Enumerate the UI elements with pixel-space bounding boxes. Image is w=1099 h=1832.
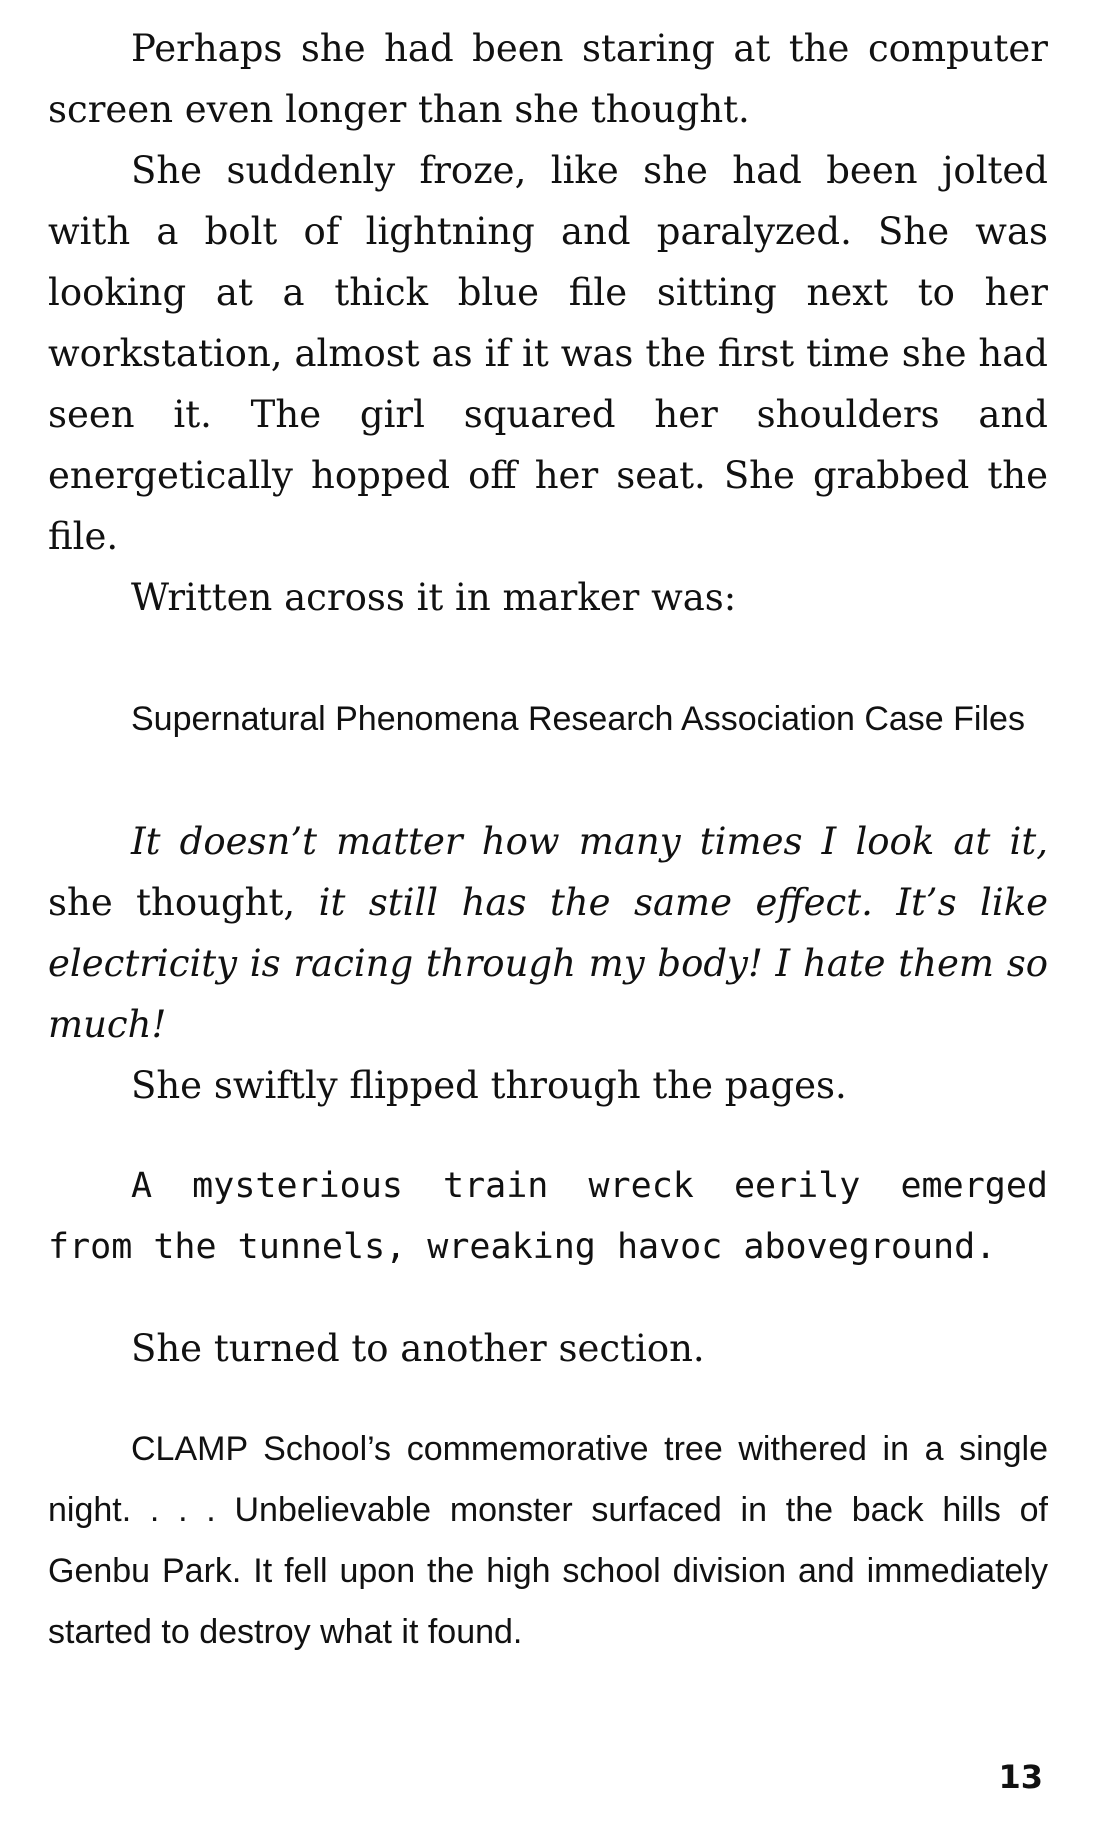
file-label: Supernatural Phenomena Research Association Case Files	[131, 700, 1025, 738]
paragraph: Perhaps she had been staring at the computer screen even longer than she thought.	[48, 27, 1048, 131]
inner-thought-paragraph	[48, 811, 1048, 1055]
case-file-entry: A mysterious train wreck eerily emerged from the tunnels, wreaking havoc aboveground.	[48, 1166, 1048, 1267]
paragraph: She swiftly flipped through the pages.	[131, 1064, 847, 1107]
italic-thought: it still has the same effect. It’s like electricity is racing through my body! I hate them so much!	[48, 881, 1049, 1046]
narration: she thought,	[48, 881, 319, 924]
spacer	[48, 1379, 1048, 1419]
page-body	[48, 18, 1048, 1663]
paragraph: Written across it in marker was:	[131, 576, 737, 619]
spacer	[48, 750, 1048, 811]
spacer	[48, 628, 1048, 689]
italic-thought: It doesn’t matter how many times I look at it,	[131, 820, 1048, 863]
spacer	[48, 1116, 1048, 1156]
paragraph: She turned to another section.	[131, 1327, 705, 1370]
case-file-entry: CLAMP School’s commemorative tree withered in a single night. . . . Unbelievable monster surfaced in the back hills of Genbu Park. It fell upon the high school division and immediately started to destroy what it found.	[48, 1430, 1048, 1651]
page-number: 13	[998, 1758, 1043, 1796]
spacer	[48, 1278, 1048, 1318]
paragraph: She suddenly froze, like she had been jolted with a bolt of lightning and paralyzed. She was looking at a thick blue file sitting next to her workstation, almost as if it was the first time she had seen it. The girl squared her shoulders and energetically hopped off her seat. She grabbed the file.	[48, 149, 1048, 558]
